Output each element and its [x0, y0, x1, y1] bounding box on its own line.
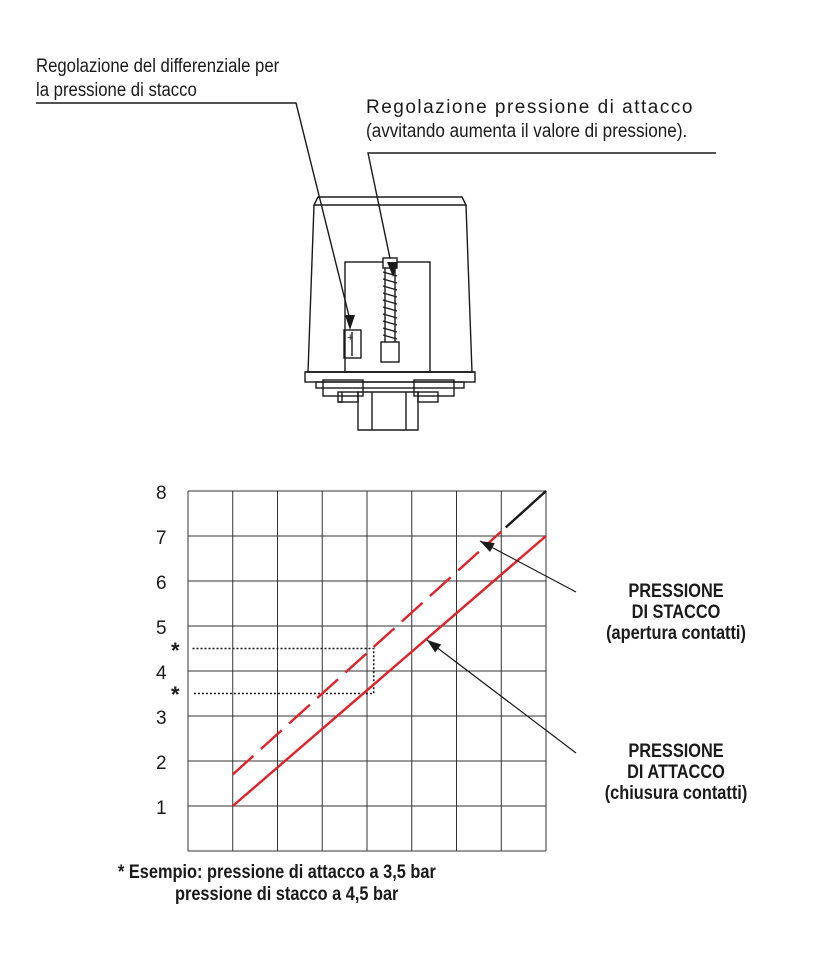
- stacco-leader-line: [480, 541, 576, 592]
- differential-callout-line1: Regolazione del differenziale per: [36, 56, 280, 77]
- stacco-leader-head: [480, 541, 495, 552]
- y-tick-2: 2: [156, 753, 167, 774]
- stacco-label-line1: PRESSIONE: [628, 581, 724, 602]
- y-tick-8: 8: [156, 483, 167, 504]
- footnote-line1: * Esempio: pressione di attacco a 3,5 bar: [118, 862, 436, 883]
- y-tick-4: 4: [156, 663, 167, 684]
- stacco-series-extension: [506, 491, 546, 527]
- example-detach-marker: *: [171, 638, 180, 663]
- y-tick-7: 7: [156, 528, 167, 549]
- differential-callout-line2: la pressione di stacco: [36, 80, 197, 101]
- footnote-line2: pressione di stacco a 4,5 bar: [175, 884, 399, 905]
- y-tick-3: 3: [156, 708, 167, 729]
- stacco-label-line2: DI STACCO: [631, 602, 721, 623]
- y-tick-5: 5: [156, 618, 167, 639]
- attacco-label-line2: DI ATTACCO: [627, 762, 725, 783]
- diff-screw-plus: +: [347, 332, 354, 344]
- y-tick-6: 6: [156, 573, 167, 594]
- stacco-label-line3: (apertura contatti): [606, 623, 746, 644]
- attacco-leader-head: [427, 640, 441, 652]
- attacco-label-line3: (chiusura contatti): [604, 783, 748, 804]
- attack-callout-line1: Regolazione pressione di attacco: [366, 97, 694, 118]
- y-tick-1: 1: [156, 798, 167, 819]
- example-attack-marker: *: [171, 682, 180, 707]
- attack-callout-line2: (avvitando aumenta il valore di pressione).: [366, 121, 688, 142]
- attacco-label-line1: PRESSIONE: [628, 741, 724, 762]
